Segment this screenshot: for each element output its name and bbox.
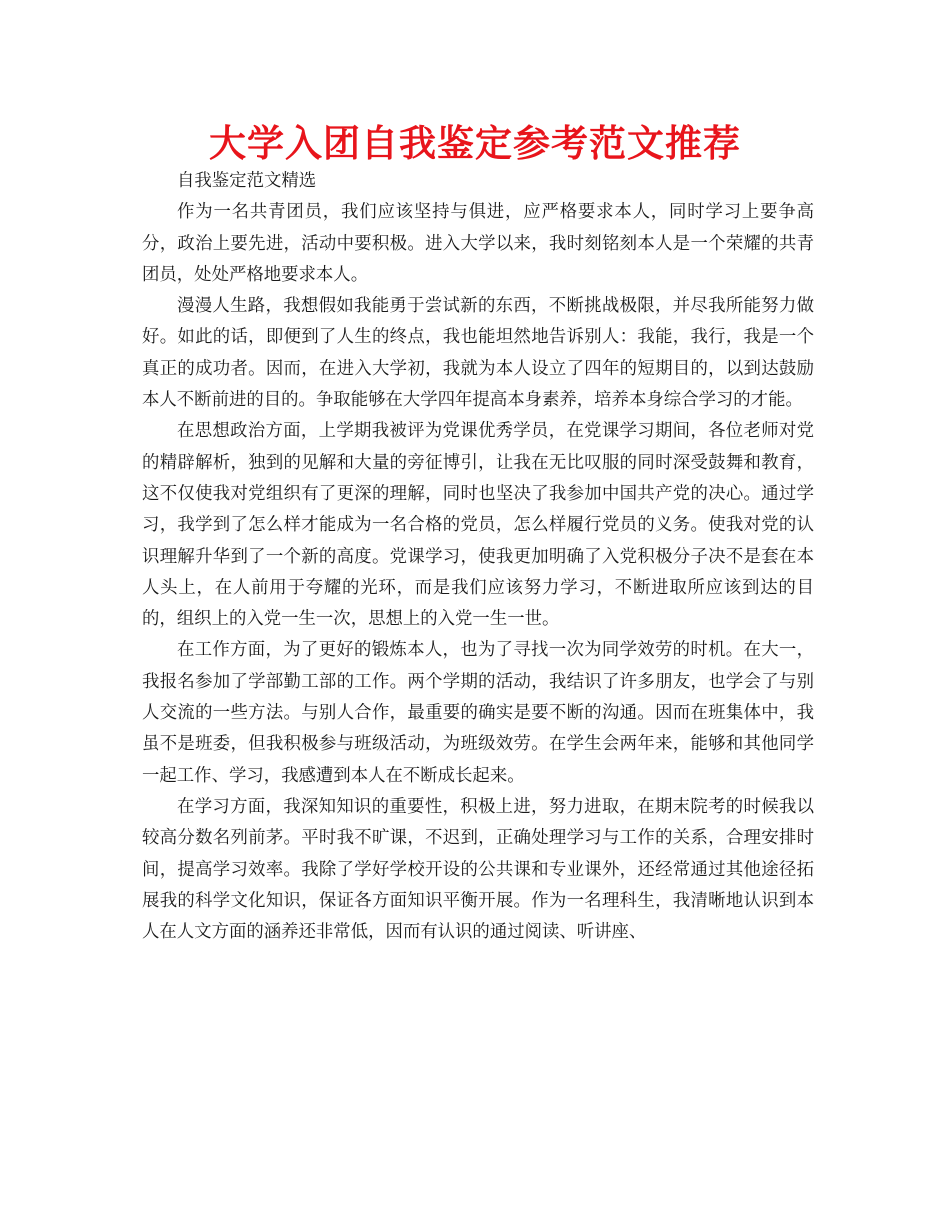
paragraph: 漫漫人生路，我想假如我能勇于尝试新的东西，不断挑战极限，并尽我所能努力做好。如此的话，即便到了人生的终点，我也能坦然地告诉别人：我能，我行，我是一个真正的成功者。因而，在进入大学初，我就为本人设立了四年的短期目的，以到达鼓励本人不断前进的目的。争取能够在大学四年提高本身素养，培养本身综合学习的才能。 xyxy=(142,296,814,411)
document-body xyxy=(142,166,814,948)
paragraph: 在学习方面，我深知知识的重要性，积极上进，努力进取，在期末院考的时候我以较高分数名列前茅。平时我不旷课，不迟到，正确处理学习与工作的关系，合理安排时间，提高学习效率。我除了学好学校开设的公共课和专业课外，还经常通过其他途径拓展我的科学文化知识，保证各方面知识平衡开展。作为一名理科生，我清晰地认识到本人在人文方面的涵养还非常低，因而有认识的通过阅读、听讲座、 xyxy=(142,796,814,943)
paragraph: 在思想政治方面，上学期我被评为党课优秀学员，在党课学习期间，各位老师对党的精辟解析，独到的见解和大量的旁征博引，让我在无比叹服的同时深受鼓舞和教育，这不仅使我对党组织有了更深的理解，同时也坚决了我参加中国共产党的决心。通过学习，我学到了怎么样才能成为一名合格的党员，怎么样履行党员的义务。使我对党的认识理解升华到了一个新的高度。党课学习，使我更加明确了入党积极分子决不是套在本人头上，在人前用于夸耀的光环，而是我们应该努力学习，不断进取所应该到达的目的，组织上的入党一生一次，思想上的入党一生一世。 xyxy=(142,421,814,630)
paragraph-subtitle: 自我鉴定范文精选 xyxy=(177,171,317,191)
paragraph: 在工作方面，为了更好的锻炼本人，也为了寻找一次为同学效劳的时机。在大一，我报名参加了学部勤工部的工作。两个学期的活动，我结识了许多朋友，也学会了与别人交流的一些方法。与别人合作，最重要的确实是要不断的沟通。因而在班集体中，我虽不是班委，但我积极参与班级活动，为班级效劳。在学生会两年来，能够和其他同学一起工作、学习，我感遭到本人在不断成长起来。 xyxy=(142,640,814,786)
paragraph: 作为一名共青团员，我们应该坚持与俱进，应严格要求本人，同时学习上要争高分，政治上要先进，活动中要积极。进入大学以来，我时刻铭刻本人是一个荣耀的共青团员，处处严格地要求本人。 xyxy=(142,202,814,285)
document-title: 大学入团自我鉴定参考范文推荐 xyxy=(209,122,741,165)
